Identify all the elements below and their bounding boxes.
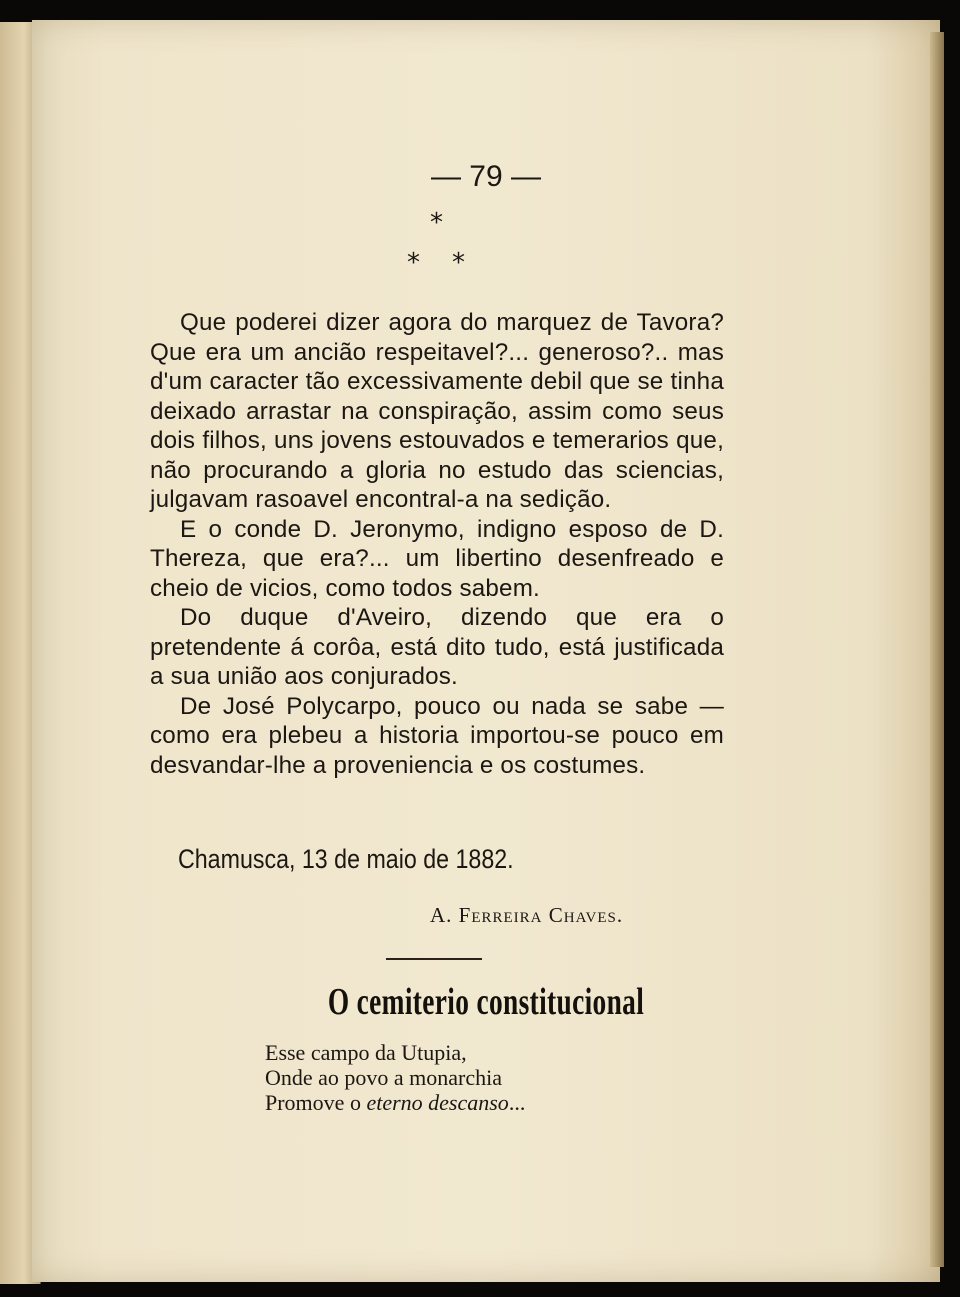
poem-title: O cemiterio constitucional xyxy=(327,981,645,1023)
poem-text: Promove o xyxy=(265,1090,367,1115)
asterism-left: * xyxy=(407,248,420,278)
book-page xyxy=(32,20,940,1282)
dateline: Chamusca, 13 de maio de 1882. xyxy=(178,844,514,874)
section-divider xyxy=(386,958,482,960)
paragraph: Que poderei dizer agora do marquez de Tavora? Que era um ancião respeitavel?... generoso?.. mas d'um caracter tão excessivamente debil que se tinha deixado arrastar na conspiração, assim como seus dois filhos, uns jovens estouvados e temerarios que, não procurando a gloria no estudo das sciencias, julgavam rasoavel encontral-a na sedição. xyxy=(150,309,724,513)
paragraph: De José Polycarpo, pouco ou nada se sabe — como era plebeu a historia importou-se pouco em desvandar-lhe a proveniencia e os costumes. xyxy=(150,692,724,779)
body-text xyxy=(150,308,724,780)
poem xyxy=(265,1040,525,1115)
poem-line: Onde ao povo a monarchia xyxy=(265,1065,503,1090)
page-number: — 79 — xyxy=(430,160,542,193)
poem-italic-text: eterno descanso xyxy=(366,1090,509,1115)
asterism-top: * xyxy=(430,208,443,238)
poem-text: ... xyxy=(508,1090,526,1115)
page-edge-right xyxy=(930,32,944,1267)
paragraph: Do duque d'Aveiro, dizendo que era o pretendente á corôa, está dito tudo, está justificada a sua união aos conjurados. xyxy=(150,604,724,690)
asterism-right: * xyxy=(452,248,465,278)
poem-line: Esse campo da Utupia, xyxy=(265,1040,467,1065)
poem-line xyxy=(265,1090,525,1115)
paragraph: E o conde D. Jeronymo, indigno esposo de D. Thereza, que era?... um libertino desenfreado e cheio de vicios, como todos sabem. xyxy=(150,515,724,602)
author-signature: A. Ferreira Chaves. xyxy=(430,903,624,927)
